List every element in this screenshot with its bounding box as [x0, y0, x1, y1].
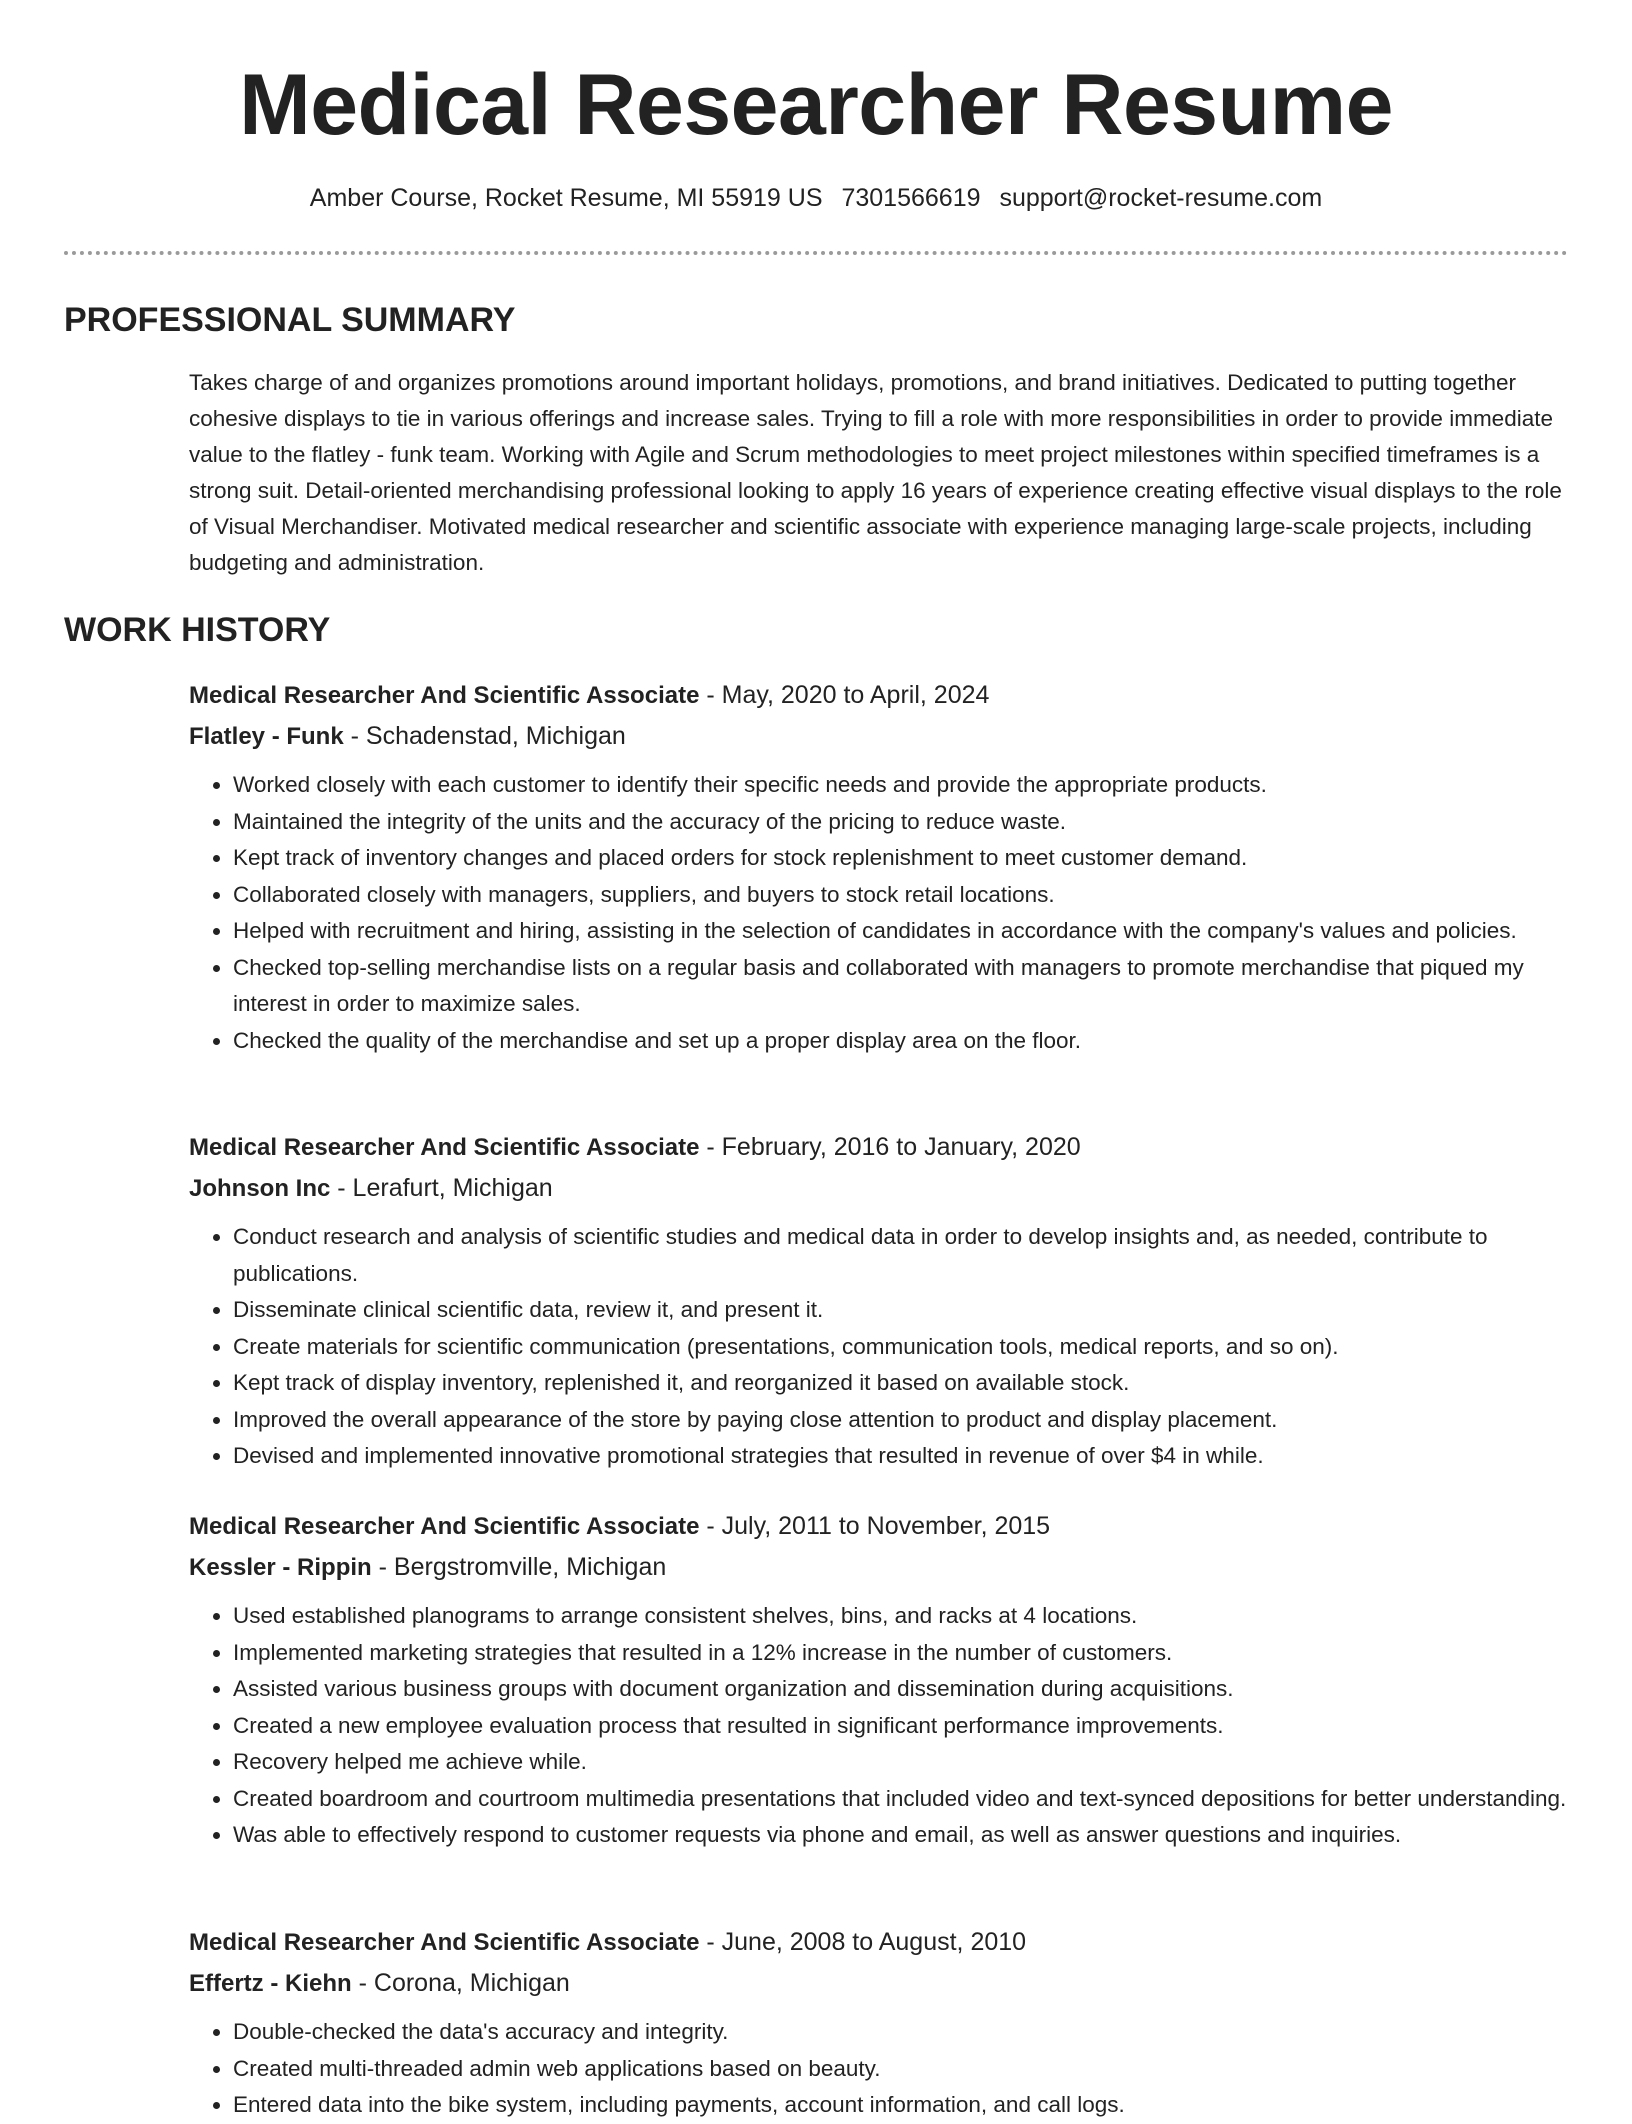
list-item: • Devised and implemented innovative promotional strategies that resulted in revenue of over $4 in while. [233, 1438, 1569, 1475]
job-bullets [189, 1598, 1569, 1854]
list-item: • Created boardroom and courtroom multimedia presentations that included video and text-synced depositions for better understanding. [233, 1781, 1569, 1818]
list-item: • Create materials for scientific communication (presentations, communication tools, medical reports, and so on). [233, 1329, 1569, 1366]
job-title-line [189, 1506, 1569, 1547]
job-entry [189, 1506, 1569, 1854]
list-item: • Collaborated closely with managers, suppliers, and buyers to stock retail locations. [233, 877, 1569, 914]
list-item: • Created a new employee evaluation process that resulted in significant performance improvements. [233, 1708, 1569, 1745]
job-company: Johnson Inc [189, 1175, 331, 1202]
page-title: Medical Researcher Resume [239, 57, 1393, 153]
job-bullets [189, 2014, 1569, 2124]
job-bullets [189, 767, 1569, 1059]
job-company-line [189, 716, 1569, 757]
job-title: Medical Researcher And Scientific Associate [189, 1134, 700, 1161]
list-item: • Implemented marketing strategies that resulted in a 12% increase in the number of customers. [233, 1635, 1569, 1672]
list-item: • Improved the overall appearance of the store by paying close attention to product and display placement. [233, 1402, 1569, 1439]
job-location: - Bergstromville, Michigan [371, 1553, 667, 1581]
list-item: • Worked closely with each customer to identify their specific needs and provide the appropriate products. [233, 767, 1569, 804]
list-item: • Kept track of display inventory, replenished it, and reorganized it based on available stock. [233, 1365, 1569, 1402]
list-item: • Conduct research and analysis of scientific studies and medical data in order to develop insights and, as needed, contribute to publications. [233, 1219, 1569, 1292]
job-company: Flatley - Funk [189, 723, 344, 750]
list-item: • Kept track of inventory changes and placed orders for stock replenishment to meet customer demand. [233, 840, 1569, 877]
list-item: • Maintained the integrity of the units and the accuracy of the pricing to reduce waste. [233, 804, 1569, 841]
job-company: Kessler - Rippin [189, 1554, 372, 1581]
job-title-line [189, 1127, 1569, 1168]
list-item: • Created multi-threaded admin web applications based on beauty. [233, 2051, 1569, 2088]
list-item: • Was able to effectively respond to customer requests via phone and email, as well as answer questions and inquiries. [233, 1817, 1569, 1854]
job-entry [189, 1127, 1569, 1475]
job-company-line [189, 1963, 1569, 2004]
job-dates: - May, 2020 to April, 2024 [699, 681, 990, 709]
list-item: • Used established planograms to arrange consistent shelves, bins, and racks at 4 locations. [233, 1598, 1569, 1635]
job-location: - Lerafurt, Michigan [330, 1174, 553, 1202]
job-title: Medical Researcher And Scientific Associate [189, 1513, 700, 1540]
contact-address: Amber Course, Rocket Resume, MI 55919 US [309, 184, 823, 212]
job-title-line [189, 1922, 1569, 1963]
job-company-line [189, 1547, 1569, 1588]
summary-text: Takes charge of and organizes promotions around important holidays, promotions, and brand initiatives. Dedicated to putting together cohesive displays to tie in various offerings and increase sales. Trying to fill a role with more responsibilities in order to provide immediate value to the flatley - funk team. Working with Agile and Scrum methodologies to meet project milestones within specified timeframes is a strong suit. Detail-oriented merchandising professional looking to apply 16 years of experience creating effective visual displays to the role of Visual Merchandiser. Motivated medical researcher and scientific associate with experience managing large-scale projects, including budgeting and administration. [189, 370, 1562, 575]
contact-phone: 7301566619 [841, 184, 981, 212]
list-item: • Recovery helped me achieve while. [233, 1744, 1569, 1781]
job-title: Medical Researcher And Scientific Associate [189, 682, 700, 709]
list-item: • Checked the quality of the merchandise and set up a proper display area on the floor. [233, 1023, 1569, 1060]
contact-email: support@rocket-resume.com [999, 184, 1323, 212]
job-entry [189, 1922, 1569, 2124]
job-dates: - June, 2008 to August, 2010 [699, 1928, 1027, 1956]
header-divider [64, 251, 1568, 255]
job-location: - Corona, Michigan [351, 1969, 570, 1997]
job-location: - Schadenstad, Michigan [343, 722, 626, 750]
list-item: • Checked top-selling merchandise lists on a regular basis and collaborated with managers to promote merchandise that piqued my interest in order to maximize sales. [233, 950, 1569, 1023]
job-bullets [189, 1219, 1569, 1475]
list-item: • Double-checked the data's accuracy and integrity. [233, 2014, 1569, 2051]
job-company-line [189, 1168, 1569, 1209]
job-title-line [189, 675, 1569, 716]
list-item: • Disseminate clinical scientific data, review it, and present it. [233, 1292, 1569, 1329]
list-item: • Assisted various business groups with document organization and dissemination during acquisitions. [233, 1671, 1569, 1708]
job-dates: - February, 2016 to January, 2020 [699, 1133, 1081, 1161]
list-item: • Entered data into the bike system, including payments, account information, and call logs. [233, 2087, 1569, 2124]
job-entry [189, 675, 1569, 1059]
list-item: • Helped with recruitment and hiring, assisting in the selection of candidates in accordance with the company's values and policies. [233, 913, 1569, 950]
work-history-heading: WORK HISTORY [64, 611, 331, 649]
summary-heading: PROFESSIONAL SUMMARY [64, 301, 516, 339]
job-title: Medical Researcher And Scientific Associate [189, 1929, 700, 1956]
job-dates: - July, 2011 to November, 2015 [699, 1512, 1051, 1540]
contact-line [0, 180, 1632, 216]
job-company: Effertz - Kiehn [189, 1970, 352, 1997]
